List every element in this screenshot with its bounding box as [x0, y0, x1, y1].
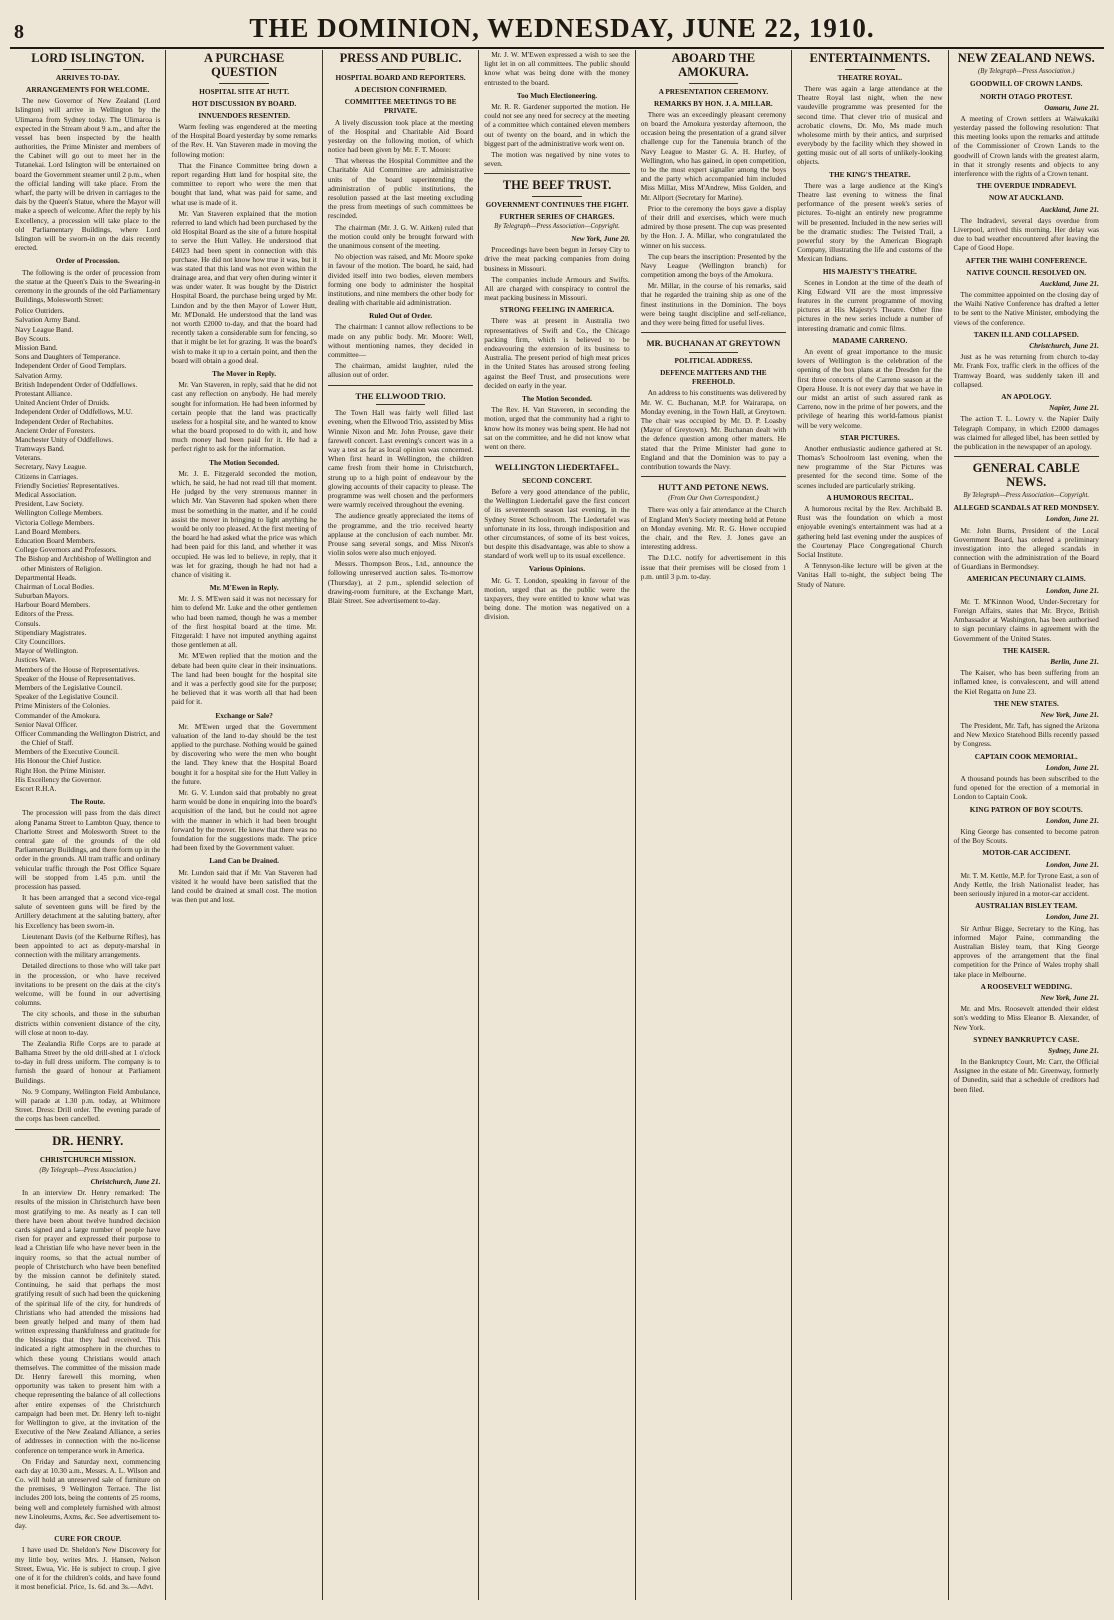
dateline: Napier, June 21.: [1049, 403, 1099, 413]
dateline: London, June 21.: [1045, 762, 1099, 772]
article-paragraph: There was only a fair attendance at the Church of England Men's Society meeting held at Petone on Monday evening. Mr. R. G. Howe occupied the chair, and the Rev. J. Jones gave an interesting address.: [640, 505, 787, 552]
byline: (By Telegraph—Press Association.): [39, 1166, 137, 1174]
procession-list-item: British Independent Order of Oddfellows.: [15, 379, 138, 389]
column-6: [792, 50, 948, 1600]
article-subhead: GOODWILL OF CROWN LANDS.: [970, 79, 1083, 89]
byline: (From Our Own Correspondent.): [668, 494, 759, 502]
article-subhead: HIS MAJESTY'S THEATRE.: [822, 266, 917, 276]
article-subhead: CAPTAIN COOK MEMORIAL.: [974, 751, 1078, 761]
article-headline: DR. HENRY.: [52, 1133, 124, 1148]
procession-list-item: Mayor of Wellington.: [15, 646, 79, 656]
newspaper-title: THE DOMINION, WEDNESDAY, JUNE 22, 1910.: [249, 13, 875, 43]
article-subhead: A PRESENTATION CEREMONY.: [658, 86, 769, 96]
article-subhead: THE KAISER.: [1002, 645, 1050, 655]
procession-list-item: Manchester Unity of Oddfellows.: [15, 434, 114, 444]
advert-text: I have used Dr. Sheldon's New Discovery for my little boy, writes Mrs. J. Hansen, Nelson Street, Ewua, Vic. He is subject to croup. I give one of it for the children's colds, and have found it most beneficial. Price, 1s. 6d. and 3s.—Advt.: [15, 1545, 161, 1592]
article-subhead: THEATRE ROYAL.: [837, 72, 903, 82]
article-subhead: ARRANGEMENTS FOR WELCOME.: [26, 84, 150, 94]
procession-list-item: Protestant Alliance.: [15, 388, 73, 398]
article-subhead: AUSTRALIAN BISLEY TEAM.: [975, 901, 1078, 911]
article-subhead: GOVERNMENT CONTINUES THE FIGHT.: [485, 200, 629, 209]
article-paragraph: The new Governor of New Zealand (Lord Islington) will arrive in Wellington by the Ulimaroa from Sydney today. The Ulimaroa is expected in the Stream about 9 a.m., and after the vessel has been inspected by the health authorities, the Prime Minister and members of the Cabinet will go out to meet her in the Tutanekai. Lord Islington will be entertained on board the Government steamer until 2 p.m., when the official landing will take place. From the wharf, the party will be driven in carriages to the dais by the Queen's Statue, where the Mayor will make a speech of welcome. After the reply by his Excellency, a procession will take place to the old Parliamentary Buildings, where Lord Islington will be sworn-in on the dais recently erected.: [15, 96, 161, 253]
article-paragraph: In an interview Dr. Henry remarked: The results of the mission in Christchurch have been most gratifying to me. As nearly as I can tell there have been about twelve hundred decision cards signed and a large number of people have risen for prayer and expressed their purpose to lead a Christian life who have never been in the inquiry rooms, so that the actual number of people of Christchurch who have been benefited by the mission cannot be definitely stated. Continuing, he said that perhaps the most gratifying result of such had been the quickening of the spiritual life of the city, for hundreds of Christians who had attended the missions had been greatly helped and many of them had written expressing thankfulness and gratitude for the blessings that they had received. This indicated a right atmosphere in the churches to which these young Christians would attach themselves. The committee of the mission made Dr. Henry farewell this morning, when opportunity was taken to present him with a cheque representing the balance of all collections after entire expenses of the Christchurch campaign had been met. Dr. Henry left to-night for Wellington to give, at the invitation of the Executive of the New Zealand Alliance, a series of addresses in connection with the no-license conference on temperance work in America.: [15, 1188, 161, 1455]
procession-list-item: Ancient Order of Foresters.: [15, 425, 96, 435]
article-paragraph: Lieutenant Davis (of the Kelburne Rifles), has been appointed to act as deputy-marshal in connection with the military arrangements.: [15, 931, 161, 960]
procession-list-item: Victoria College Members.: [15, 517, 95, 527]
advert-heading: CURE FOR CROUP.: [54, 1534, 122, 1544]
dateline: Berlin, June 21.: [1050, 656, 1099, 666]
masthead: [10, 10, 1104, 49]
byline: By Telegraph—Press Association—Copyright.: [494, 223, 620, 231]
dateline: Christchurch, June 21.: [1029, 341, 1099, 350]
article-headline: ABOARD THE AMOKURA.: [671, 51, 756, 79]
article-subhead: KING PATRON OF BOY SCOUTS.: [969, 804, 1083, 814]
procession-list-item: Members of the Legislative Council.: [15, 682, 123, 692]
article-paragraph: The Indradevi, several days overdue from Liverpool, arrived this morning. Her delay was due to bad weather encountered after leaving the Cape of Good Hope.: [953, 215, 1099, 253]
article-paragraph: Mr. T. M. Kettle, M.P. for Tyrone East, a son of Andy Kettle, the Irish Nationalist leader, has been seriously injured in a motor-car accident.: [953, 870, 1099, 899]
article-paragraph: The Kaiser, who has been suffering from an inflamed knee, is convalescent, and will attend the Kiel Regatta on June 23.: [953, 668, 1099, 696]
section-heading: The Motion Seconded.: [522, 393, 592, 403]
section-heading: Mr. M'Ewen in Reply.: [209, 583, 279, 593]
procession-list-item: Friendly Societies' Representatives.: [15, 480, 120, 490]
section-heading: Order of Procession.: [55, 256, 120, 266]
article-subhead: STAR PICTURES.: [840, 432, 900, 442]
article-subhead: SYDNEY BANKRUPTCY CASE.: [973, 1034, 1080, 1044]
procession-list-item: Consuls.: [15, 618, 41, 628]
article-headline: PRESS AND PUBLIC.: [339, 51, 462, 65]
procession-list-item: Senior Naval Officer.: [15, 719, 78, 729]
article-subhead: AFTER THE WAIHI CONFERENCE.: [965, 255, 1087, 265]
article-subhead: INNUENDOES RESENTED.: [198, 110, 290, 120]
procession-list-item: Right Hon. the Prime Minister.: [15, 765, 106, 775]
procession-list-item: The Bishop and Archbishop of Wellington and other Ministers of Religion.: [15, 554, 151, 573]
article-paragraph: A lively discussion took place at the meeting of the Hospital and Charitable Aid Board yesterday on the following motion, of which notice had been given by Mr. F. T. Moore:: [327, 117, 474, 155]
article-paragraph: There was again a large attendance at the Theatre Royal last night, when the new vaudeville programme was presented for the second time. That clever trio of musical and acrobatic clowns, Dr. Mo, Ms made much wholesome mirth by their antics, and surprised everybody by the facility which they showed in getting music out of all sorts of unlikely-looking objects.: [797, 83, 943, 167]
section-heading: The Motion Seconded.: [209, 457, 280, 467]
article-paragraph: Mr. J. E. Fitzgerald seconded the motion, which, he said, he had not read till that moment. He judged by the very strenuous manner in which Mr. Van Staveren had spoken when there must be something in the matter, and if he could assist the mover in bringing to light anything he would be only too pleased. At the first meeting of the board he had asked what the price was which had been paid for this land, and whether it was occupied. He was led to believe, in reply, that it was let for grazing, though he had not had a chance of visiting it.: [171, 468, 317, 579]
article-subhead: COMMITTEE MEETINGS TO BE PRIVATE.: [344, 97, 457, 116]
article-paragraph: A thousand pounds has been subscribed to the fund opened for the erection of a memorial in London to Captain Cook.: [953, 774, 1099, 802]
article-headline: MR. BUCHANAN AT GREYTOWN: [646, 338, 781, 349]
procession-list-item: United Ancient Order of Druids.: [15, 398, 110, 408]
article-paragraph: Scenes in London at the time of the death of King Edward VII are the most impressive features in the current programme of moving pictures at His Majesty's Theatre. Other fine pictures in the new series include a number of interesting dramatic and comic films.: [797, 277, 943, 333]
article-paragraph: Mr. M'Ewen replied that the motion and the debate had been quite clear in their insinuations. The land had been bought for the hospital site and it was a perfectly good site for the purpose; he believed that it was worth all that had been paid for it.: [171, 651, 317, 707]
article-paragraph: The chairman: I cannot allow reflections to be made on any public body. Mr. Moore: Well, without mentioning names, they decided in committee—: [327, 322, 474, 359]
procession-list-item: Harbour Board Members.: [15, 600, 91, 610]
article-paragraph: The procession will pass from the dais direct along Panama Street to Lambton Quay, thence to Charlotte Street and Molesworth Street to the central gate of the grounds of the old Parliamentary Buildings, and there form up in the order in the grounds. All tram traffic and ordinary vehicular traffic through the Post Office Square will be stopped from 1.45 p.m. until the procession has passed.: [15, 808, 161, 891]
procession-list-item: Navy League Band.: [15, 324, 74, 334]
column-7: [949, 50, 1104, 1600]
column-4: [479, 50, 635, 1600]
article-subhead: DEFENCE MATTERS AND THE FREEHOLD.: [660, 368, 767, 387]
columns: [10, 50, 1104, 1600]
dateline: Oamaru, June 21.: [1044, 102, 1099, 112]
article-subhead: THE KING'S THEATRE.: [829, 169, 911, 179]
procession-list-item: Salvation Army.: [15, 370, 63, 380]
procession-list-item: City Councillors.: [15, 637, 66, 646]
procession-list-item: Police Outriders.: [15, 306, 65, 316]
procession-list-item: Veterans.: [15, 453, 42, 463]
article-paragraph: King George has consented to become patron of the Boy Scouts.: [953, 826, 1099, 846]
procession-list-item: President, Law Society.: [15, 499, 84, 509]
article-subhead: NOW AT AUCKLAND.: [989, 193, 1064, 203]
article-headline: GENERAL CABLE NEWS.: [972, 461, 1080, 489]
procession-list-item: College Governors and Professors.: [15, 545, 117, 555]
article-paragraph: An address to his constituents was delivered by Mr. W. C. Buchanan, M.P. for Wairarapa, on Monday evening, in the Town Hall, at Greytown. The chair was occupied by Mr. D. P. Loasby (Mayor of Greytown). Mr. Buchanan dealt with the defence question among other matters. He stated that the Prime Minister had gone to England and that the Dominion was to pay a contribution towards the Navy.: [640, 388, 787, 471]
article-paragraph: Warm feeling was engendered at the meeting of the Hospital Board yesterday by some remarks of the Rev. H. Van Staveren made in moving the following motion:: [171, 122, 317, 159]
article-paragraph: Mr. R. R. Gardener supported the motion. He could not see any need for secrecy at the meeting of a committee which contained eleven members out of twenty on the board, and in which the biggest part of the administrative work went on.: [484, 101, 630, 148]
article-subhead: NATIVE COUNCIL RESOLVED ON.: [966, 267, 1087, 277]
article-subhead: ARRIVES TO-DAY.: [55, 72, 120, 82]
byline: (By Telegraph—Press Association.): [977, 67, 1075, 75]
dateline: New York, June 21.: [1040, 709, 1099, 719]
dateline: New York, June 20.: [571, 233, 630, 243]
article-paragraph: Prior to the ceremony the boys gave a display of their drill and exercises, which were much admired by those present. The cup was presented by the Hon. J. A. Millar, who congratulated the winner on his success.: [640, 203, 787, 250]
byline: By Telegraph—Press Association—Copyright.: [963, 491, 1090, 499]
article-paragraph: Mr. and Mrs. Roosevelt attended their eldest son's wedding to Miss Eleanor B. Alexander, of New York.: [953, 1004, 1099, 1032]
article-paragraph: Mr. Millar, in the course of his remarks, said that he regarded the training ship as one of the finest institutions in the Dominion. The boys were being taught discipline and self-reliance, and they were being fitted for useful lives.: [640, 281, 787, 327]
dateline: London, June 21.: [1045, 912, 1099, 922]
article-paragraph: The motion was negatived by nine votes to seven.: [484, 149, 630, 169]
section-heading: Too Much Electioneering.: [516, 90, 598, 100]
article-paragraph: On Friday and Saturday next, commencing each day at 10.30 a.m., Messrs. A. L. Wilson and Co. will hold an unreserved sale of furniture on the premises, 9 Wellington Terrace. The list includes 200 lots, being the contents of 25 rooms, being well and completely furnished with almost new Linoleums, Axms, &c. See advertisement to-day.: [15, 1456, 161, 1530]
article-subhead: REMARKS BY HON. J. A. MILLAR.: [654, 98, 773, 108]
article-subhead: NORTH OTAGO PROTEST.: [980, 91, 1073, 101]
procession-list-item: Chairman of Local Bodies.: [15, 581, 95, 591]
article-paragraph: The Town Hall was fairly well filled last evening, when the Ellwood Trio, assisted by Miss Winnie Nixon and Mr. John Prouse, gave their farewell concert. Last evening's concert was in a way a test as far as local opinion was concerned. When first heard in Wellington, the children came fresh from their home in Christchurch, strung up to a high point of endeavour by the glowing accounts of their capacity to please. The programme was well chosen and the performers were warmly received throughout the evening.: [327, 408, 474, 510]
article-headline: A PURCHASE QUESTION: [204, 51, 285, 79]
article-paragraph: Mr. J. S. M'Ewen said it was not necessary for him to defend Mr. Luke and the other gentlemen who had been named, though he was a member of the first hospital board at the time. Mr. Fitzgerald: I have not imputed anything against those gentlemen at all.: [171, 594, 317, 650]
procession-list-item: Tramways Band.: [15, 444, 65, 454]
article-paragraph: The President, Mr. Taft, has signed the Arizona and New Mexico Statehood Bills recently passed by Congress.: [953, 721, 1099, 749]
article-paragraph: There was an exceedingly pleasant ceremony on board the Amokura yesterday afternoon, the occasion being the presentation of a grand silver challenge cup for the Tanenuia branch of the Navy League to Master G. A. H. Hurley, of Wellington, who has gained, in open competition, to be the most expert signaller among the boys and the party which accompanied him included Miss Millar, Miss M'Andrew, Miss Golden, and Mr. Allport (Secretary for Marine).: [640, 109, 787, 202]
article-subhead: POLITICAL ADDRESS.: [674, 355, 753, 365]
article-subhead: AMERICAN PECUNIARY CLAIMS.: [966, 574, 1086, 584]
article-subhead: MOTOR-CAR ACCIDENT.: [982, 848, 1071, 858]
dateline: Sydney, June 21.: [1048, 1045, 1099, 1055]
article-paragraph: Mr. Van Staveren, in reply, said that he did not cast any reflection on anybody. He had merely sought for information. He had been informed by certain people that the land was practically useless for a hospital site, and he wanted to know what the board proposed to do with it, and how much money had been paid for it. He had a perfect right to ask for the information.: [171, 380, 317, 454]
procession-list-item: Officer Commanding the Wellington District, and the Chief of Staff.: [15, 728, 161, 748]
procession-list-item: Members of the House of Representatives.: [15, 664, 140, 674]
article-paragraph: The D.I.C. notify for advertisement in this issue that their premises will be closed from 1 p.m. until 3 p.m. to-day.: [640, 553, 787, 581]
procession-list-item: Stipendiary Magistrates.: [15, 627, 87, 637]
article-paragraph: A Tennyson-like lecture will be given at the Vanitas Hall to-night, the subject being The Study of Nature.: [797, 561, 943, 589]
procession-list-item: Independent Order of Rechabites.: [15, 416, 114, 426]
procession-list-item: Escort R.H.A.: [15, 784, 57, 793]
procession-list-item: Independent Order of Good Templars.: [15, 361, 127, 371]
article-paragraph: The cup bears the inscription: Presented by the Navy League (Wellington branch) for competition among the boys of the Amokura.: [640, 251, 787, 280]
article-paragraph: The city schools, and those in the suburban districts within convenient distance of the city, will close at noon to-day.: [15, 1009, 161, 1037]
article-headline: NEW ZEALAND NEWS.: [957, 51, 1095, 65]
article-subhead: STRONG FEELING IN AMERICA.: [499, 305, 615, 315]
article-subhead: AN APOLOGY.: [1001, 391, 1052, 401]
article-paragraph: A meeting of Crown settlers at Waiwakaiki yesterday passed the following resolution: That this meeting looks upon the remarks and attitude of the Commissioner of Crown Lands to the goodwill of Crown lands with the greatest alarm, in that it strongly resents and objects to any interference with the rights of a Crown tenant.: [953, 113, 1099, 178]
article-paragraph: A humorous recital by the Rev. Archibald B. Rust was the foundation on which a most enjoyable evening's entertainment was had at a gathering held last evening under the auspices of the Courtenay Place Congregational Church Social Institute.: [797, 504, 943, 559]
article-paragraph: The Rev. H. Van Staveren, in seconding the motion, urged that the community had a right to know how its money was being spent. He had not sat on the committee, and he did not know what went on there.: [484, 405, 630, 451]
dateline: Auckland, June 21.: [1040, 278, 1099, 288]
procession-list-item: Secretary, Navy League.: [15, 462, 87, 472]
article-subhead: THE OVERDUE INDRADEVI.: [976, 181, 1077, 191]
procession-list-item: Commander of the Amokura.: [15, 710, 101, 720]
article-paragraph: The chairman, amidst laughter, ruled the allusion out of order.: [327, 361, 474, 380]
procession-list-item: Salvation Army Band.: [15, 315, 81, 325]
article-headline: THE ELLWOOD TRIO.: [355, 390, 446, 401]
dateline: London, June 21.: [1045, 859, 1099, 869]
procession-list-item: Citizens in Carriages.: [15, 471, 79, 481]
article-headline: THE BEEF TRUST.: [502, 178, 612, 193]
article-paragraph: Mr. John Burns, President of the Local Government Board, has ordered a preliminary investigation into the alleged scandals in connection with the administration of the Board of Guardians in Bermondsey.: [953, 525, 1099, 572]
article-headline: HUTT AND PETONE NEWS.: [658, 482, 769, 493]
article-paragraph: No. 9 Company, Wellington Field Ambulance, will parade at 1.30 p.m. today, at Whitmore Street. Dress: Drill order. The evening parade of the corps has been cancelled.: [15, 1086, 161, 1124]
article-paragraph: That the Finance Committee bring down a report regarding Hutt land for hospital site, the committee to report who were the men that bought that land, what was paid for same, and what use is made of it.: [171, 160, 317, 207]
procession-list-item: His Honour the Chief Justice.: [15, 756, 102, 766]
article-subhead: A HUMOROUS RECITAL.: [826, 492, 914, 502]
article-headline: ENTERTAINMENTS.: [809, 51, 931, 65]
column-5: [636, 50, 792, 1600]
article-paragraph: There was at present in Australia two representatives of Swift and Co., the Chicago packing firm, which is believed to be endeavouring the extension of its business to Australia. The present period of high meat prices in the United States has aroused strong feeling against the Beef Trust, and prosecutions were decided on early in the year.: [484, 316, 630, 390]
procession-list-item: Land Board Members.: [15, 526, 81, 536]
article-subhead: ALLEGED SCANDALS AT RED MONDSEY.: [953, 503, 1099, 513]
article-subhead: HOSPITAL SITE AT HUTT.: [199, 86, 290, 96]
article-paragraph: The following is the order of procession from the statue at the Queen's Dais to the Swearing-in ceremony in the grounds of the old Parliamentary Buildings, Molesworth Street:: [15, 267, 161, 305]
dateline: London, June 21.: [1045, 585, 1099, 595]
column-2: [166, 50, 322, 1600]
page-number: 8: [14, 21, 24, 43]
article-subhead: THE NEW STATES.: [993, 698, 1059, 708]
article-paragraph: Before a very good attendance of the public, the Wellington Liedertafel gave the first concert of its seventeenth season last evening, in the Sydney Street Schoolroom. The Liedertafel was unfortunate in its loss, through indisposition and other circumstances, of some of its best voices, but despite this disadvantage, was able to show a standard of work well up to its usual excellence.: [484, 486, 630, 561]
article-paragraph: The action T. L. Lowry v. the Napier Daily Telegraph Company, in which £2000 damages was claimed for alleged libel, has been settled by the publication in the newspaper of an apology.: [953, 414, 1099, 451]
procession-list-item: Mission Band.: [15, 343, 58, 352]
newspaper-page: [10, 10, 1104, 1600]
dateline: Auckland, June 21.: [1040, 204, 1099, 214]
article-paragraph: Mr. T. M'Kinnon Wood, Under-Secretary for Foreign Affairs, states that Mr. Bryce, British Ambassador at Washington, has been authorised to sign pecuniary claims in agreement with the Government of the United States.: [953, 596, 1099, 643]
procession-list-item: Prime Ministers of the Colonies.: [15, 701, 111, 711]
article-paragraph: Another enthusiastic audience gathered at St. Thomas's Schoolroom last evening, when the new programme of the Star Pictures was presented for the second time. Some of the scenes included are particularly striking.: [797, 443, 943, 490]
procession-list-item: Sons and Daughters of Temperance.: [15, 352, 121, 362]
article-paragraph: Detailed directions to those who will take part in the procession, or who have received invitations to be present on the dais at the city's welcome, will be found in our advertising columns.: [15, 961, 161, 1008]
article-paragraph: There was a large audience at the King's Theatre last evening to witness the final performance of the present week's series of pictures. To-night an entirely new programme will be presented. Included in the new series will be the dramatic studies: The Twisted Trail, a powerful story by the American Biograph Company, illustrating the life and customs of the Mexican Indians.: [797, 180, 943, 264]
article-subhead: A DECISION CONFIRMED.: [354, 84, 447, 94]
dateline: New York, June 21.: [1040, 992, 1099, 1002]
article-paragraph: The audience greatly appreciated the items of the programme, and the trio received hearty applause at the conclusion of each number. Mr. Prouse sang several songs, and Miss Nixon's violin solos were also much enjoyed.: [327, 511, 474, 558]
article-paragraph: No objection was raised, and Mr. Moore spoke in favour of the motion. The board, he said, had divided itself into two bodies, eleven members forming one body to administer the hospital institutions, and nine members the other body for dealing with charitable aid administration.: [327, 252, 474, 308]
section-heading: Land Can be Drained.: [209, 856, 279, 866]
procession-list-item: Departmental Heads.: [15, 572, 77, 582]
procession-list-item: His Excellency the Governor.: [15, 774, 102, 784]
article-paragraph: The committee appointed on the closing day of the Waihi Native Conference has drafted a letter to be sent to the Native Minister, embodying the views of the conference.: [953, 290, 1099, 327]
column-3: [323, 50, 479, 1600]
article-paragraph: Mr. M'Ewen urged that the Government valuation of the land to-day should be the test applied to the purchase. Nothing would be gained by discovering who were the men who bought the land. They knew that the Hospital Board bought it for a hospital site for the Hutt Valley in the future.: [171, 721, 317, 786]
article-paragraph: Messrs. Thompson Bros., Ltd., announce the following unreserved auction sales. To-morrow (Thursday), at 2 p.m., splendid selection of drawing-room furniture, at the Exchange Mart, Blair Street. See advertisement to-day.: [327, 559, 474, 606]
article-paragraph: The chairman (Mr. J. G. W. Aitken) ruled that the motion could only be brought forward with the unanimous consent of the meeting.: [327, 222, 474, 250]
dateline: London, June 21.: [1045, 514, 1099, 524]
article-paragraph: The companies include Armours and Swifts. All are charged with conspiracy to control the meat packing business in Missouri.: [484, 274, 630, 303]
procession-list-item: Speaker of the House of Representatives.: [15, 673, 136, 683]
section-heading: Ruled Out of Order.: [369, 311, 433, 321]
section-heading: Various Opinions.: [528, 564, 586, 574]
column-1: [10, 50, 166, 1600]
procession-list-item: Speaker of the Legislative Council.: [15, 692, 119, 702]
article-subhead: FURTHER SERIES OF CHARGES.: [499, 212, 615, 222]
article-paragraph: Mr. G. V. Lundon said that probably no great harm would be done in enquiring into the board's acquisition of the land, but he could not agree with the manner in which it had been brought forward by the mover. He knew that there was no foundation for the suggestions made. The price had been fixed by the Government valuer.: [171, 788, 317, 853]
article-paragraph: Mr. Lundon said that if Mr. Van Staveren had visited it he would have been satisfied that the land could be drained at small cost. The motion was then put and lost.: [171, 867, 317, 905]
article-paragraph: That whereas the Hospital Committee and the Charitable Aid Committee are administrative units of the board superintending the administration of public institutions, the resolution passed at the last meeting excluding the press from meetings of such committees be rescinded.: [327, 156, 474, 221]
article-paragraph: Just as he was returning from church to-day Mr. Frank Fox, traffic clerk in the offices of the Tramway Board, was suddenly taken ill and collapsed.: [953, 352, 1099, 389]
article-paragraph: Sir Arthur Bigge, Secretary to the King, has informed Major Paine, commanding the Australian Bisley team, that King George approves of the arrangement that the final competition for the Prince of Wales trophy shall take place in Melbourne.: [953, 923, 1099, 979]
article-subhead: A ROOSEVELT WEDDING.: [980, 981, 1072, 991]
section-heading: The Mover in Reply.: [212, 368, 277, 378]
dateline: London, June 21.: [1045, 815, 1099, 825]
article-subhead: CHRISTCHURCH MISSION.: [39, 1155, 136, 1165]
article-paragraph: It has been arranged that a second vice-regal salute of seventeen guns will be fired by the Artillery detachment at the saluting battery, after his Excellency has been sworn-in.: [15, 893, 161, 930]
article-subhead: TAKEN ILL AND COLLAPSED.: [973, 329, 1079, 339]
section-heading: Exchange or Sale?: [215, 710, 273, 720]
procession-list-item: Independent Order of Oddfellows, M.U.: [15, 407, 133, 417]
article-paragraph: Mr. Van Staveren explained that the motion referred to land which had been purchased by the old Hospital Board as the site of a future hospital to serve the Hutt Valley. He understood that £4023 had been spent in connection with this purchase. He did not know how true it was, but it was stated that this land was not even within the drainage area, and that very often during winter it was under water. It was bought by the District Hospital Board, the purchase being urged by Mr. Lundon and by the then Mayor of Lower Hutt, Mr. M'Donald. He understood that the land was not worth £2000 to-day, and that the board had recently taken a considerable sum for fencing, so that it might be let for grazing. It was the board's wish to make it up to a certain point, and then the board will obtain a good deal.: [171, 208, 317, 365]
procession-list: [15, 306, 160, 793]
procession-list-item: Wellington College Members.: [15, 508, 103, 518]
procession-list-item: Suburban Mayors.: [15, 591, 69, 601]
article-paragraph: Mr. G. T. London, speaking in favour of the motion, urged that as the public were the taxpayers, they were entitled to know what was being done. The motion was negatived on a division.: [484, 575, 630, 622]
article-subhead: MADAME CARRENO.: [832, 335, 908, 345]
article-subhead: HOT DISCUSSION BY BOARD.: [192, 98, 297, 108]
article-paragraph: In the Bankruptcy Court, Mr. Carr, the Official Assignee in the estate of Mr. Greenway, formerly of Dunedin, said that a schedule of creditors had been filed.: [953, 1057, 1099, 1094]
article-headline: LORD ISLINGTON.: [31, 51, 145, 65]
article-paragraph: An event of great importance to the music lovers of Wellington is the celebration of the opening of the box plans at the Dresden for the first three concerts of the Carreno season at the Opera House. It is not every day that we have in our midst an artist of such assured rank as Carreno, now in the prime of her powers, and the privilege of hearing this world-famous pianist will be very welcome.: [797, 347, 943, 430]
procession-list-item: Medical Association.: [15, 490, 77, 499]
dateline: Christchurch, June 21.: [90, 1177, 161, 1187]
article-paragraph: The Zealandia Rifle Corps are to parade at Balhama Street by the old drill-shed at 1 o'clock to-day in full dress uniform. The company is to furnish the guard of honour at Parliament Buildings.: [15, 1038, 161, 1085]
procession-list-item: Justices Ware.: [15, 655, 57, 665]
article-paragraph: Mr. J. W. M'Ewen expressed a wish to see the light let in on all committees. The public should know what was being done with the money entrusted to the board.: [484, 50, 630, 87]
procession-list-item: Editors of the Press.: [15, 609, 74, 619]
article-headline: WELLINGTON LIEDERTAFEL.: [494, 462, 620, 473]
section-heading: The Route.: [70, 797, 105, 807]
procession-list-item: Members of the Executive Council.: [15, 747, 119, 757]
article-subhead: SECOND CONCERT.: [522, 475, 592, 485]
procession-list-item: Boy Scouts.: [15, 333, 51, 343]
procession-list-item: Education Board Members.: [15, 535, 96, 545]
article-paragraph: Proceedings have been begun in Jersey City to drive the meat packing companies from doing business in Missouri.: [484, 245, 630, 273]
article-subhead: HOSPITAL BOARD AND REPORTERS.: [335, 72, 466, 82]
